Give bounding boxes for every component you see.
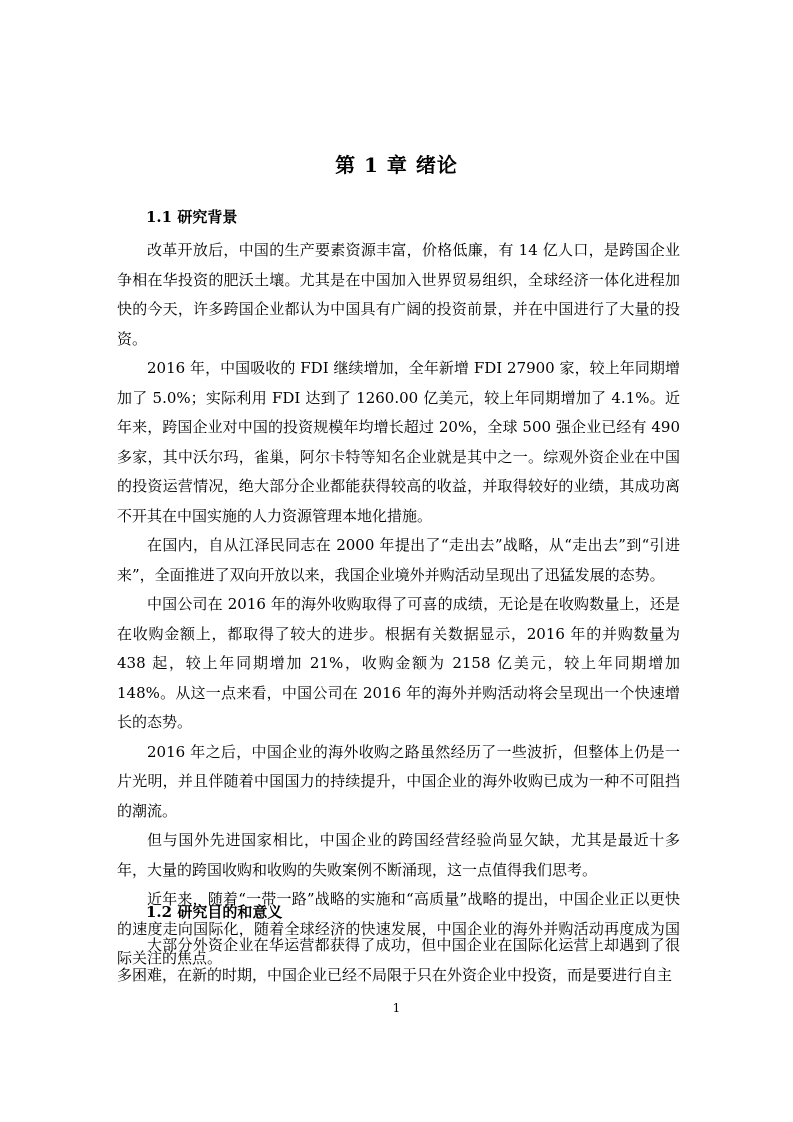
paragraph: 但与国外先进国家相比，中国企业的跨国经营经验尚显欠缺，尤其是最近十多年，大量的跨国收购和收购的失败案例不断涌现，这一点值得我们思考。 [117, 831, 680, 879]
paragraph: 大部分外资企业在华运营都获得了成功，但中国企业在国际化运营上却遇到了很多困难，在新的时期，中国企业已经不局限于只在外资企业中投资，而是要进行自主 [117, 936, 680, 984]
paragraph: 在国内，自从江泽民同志在 2000 年提出了“走出去”战略，从“走出去”到“引进来”，全面推进了双向开放以来，我国企业境外并购活动呈现出了迅猛发展的态势。 [117, 536, 680, 584]
paragraph: 改革开放后，中国的生产要素资源丰富，价格低廉，有 14 亿人口，是跨国企业争相在华投资的肥沃土壤。尤其是在中国加入世界贸易组织，全球经济一体化进程加快的今天，许多跨国企业都认为中国具有广阔的投资前景，并在中国进行了大量的投资。 [117, 241, 680, 348]
section-heading-1-1: 1.1 研究背景 [146, 208, 238, 226]
chapter-title: 第 1 章 绪论 [335, 153, 458, 177]
section-body-1-1 [117, 236, 680, 974]
section-heading-1-2: 1.2 研究目的和意义 [146, 903, 283, 921]
paragraph: 近年来，随着“一带一路”战略的实施和“高质量”战略的提出，中国企业正以更快的速度走向国际化，随着全球经济的快速发展，中国企业的海外并购活动再度成为国际关注的焦点。 [117, 890, 680, 967]
section-body-1-2 [117, 931, 680, 991]
paragraph: 2016 年之后，中国企业的海外收购之路虽然经历了一些波折，但整体上仍是一片光明，并且伴随着中国国力的持续提升，中国企业的海外收购已成为一种不可阻挡的潮流。 [117, 742, 680, 820]
page-number: 1 [392, 1001, 401, 1015]
paragraph: 中国公司在 2016 年的海外收购取得了可喜的成绩，无论是在收购数量上，还是在收购金额上，都取得了较大的进步。根据有关数据显示，2016 年的并购数量为 438 起，较上年同期增加 21%，收购金额为 2158 亿美元，较上年同期增加 148%。从这一点来看，中国公司在 2016 年的海外并购活动将会呈现出一个快速增长的态势。 [117, 595, 680, 731]
paragraph: 2016 年，中国吸收的 FDI 继续增加，全年新增 FDI 27900 家，较上年同期增加了 5.0%；实际利用 FDI 达到了 1260.00 亿美元，较上年同期增加了 4.1%。近年来，跨国企业对中国的投资规模年均增长超过 20%，全球 500 强企业已经有 490 多家，其中沃尔玛，雀巢，阿尔卡特等知名企业就是其中之一。综观外资企业在中国的投资运营情况，绝大部分企业都能获得较高的收益，并取得较好的业绩，其成功离不开其在中国实施的人力资源管理本地化措施。 [117, 359, 680, 525]
